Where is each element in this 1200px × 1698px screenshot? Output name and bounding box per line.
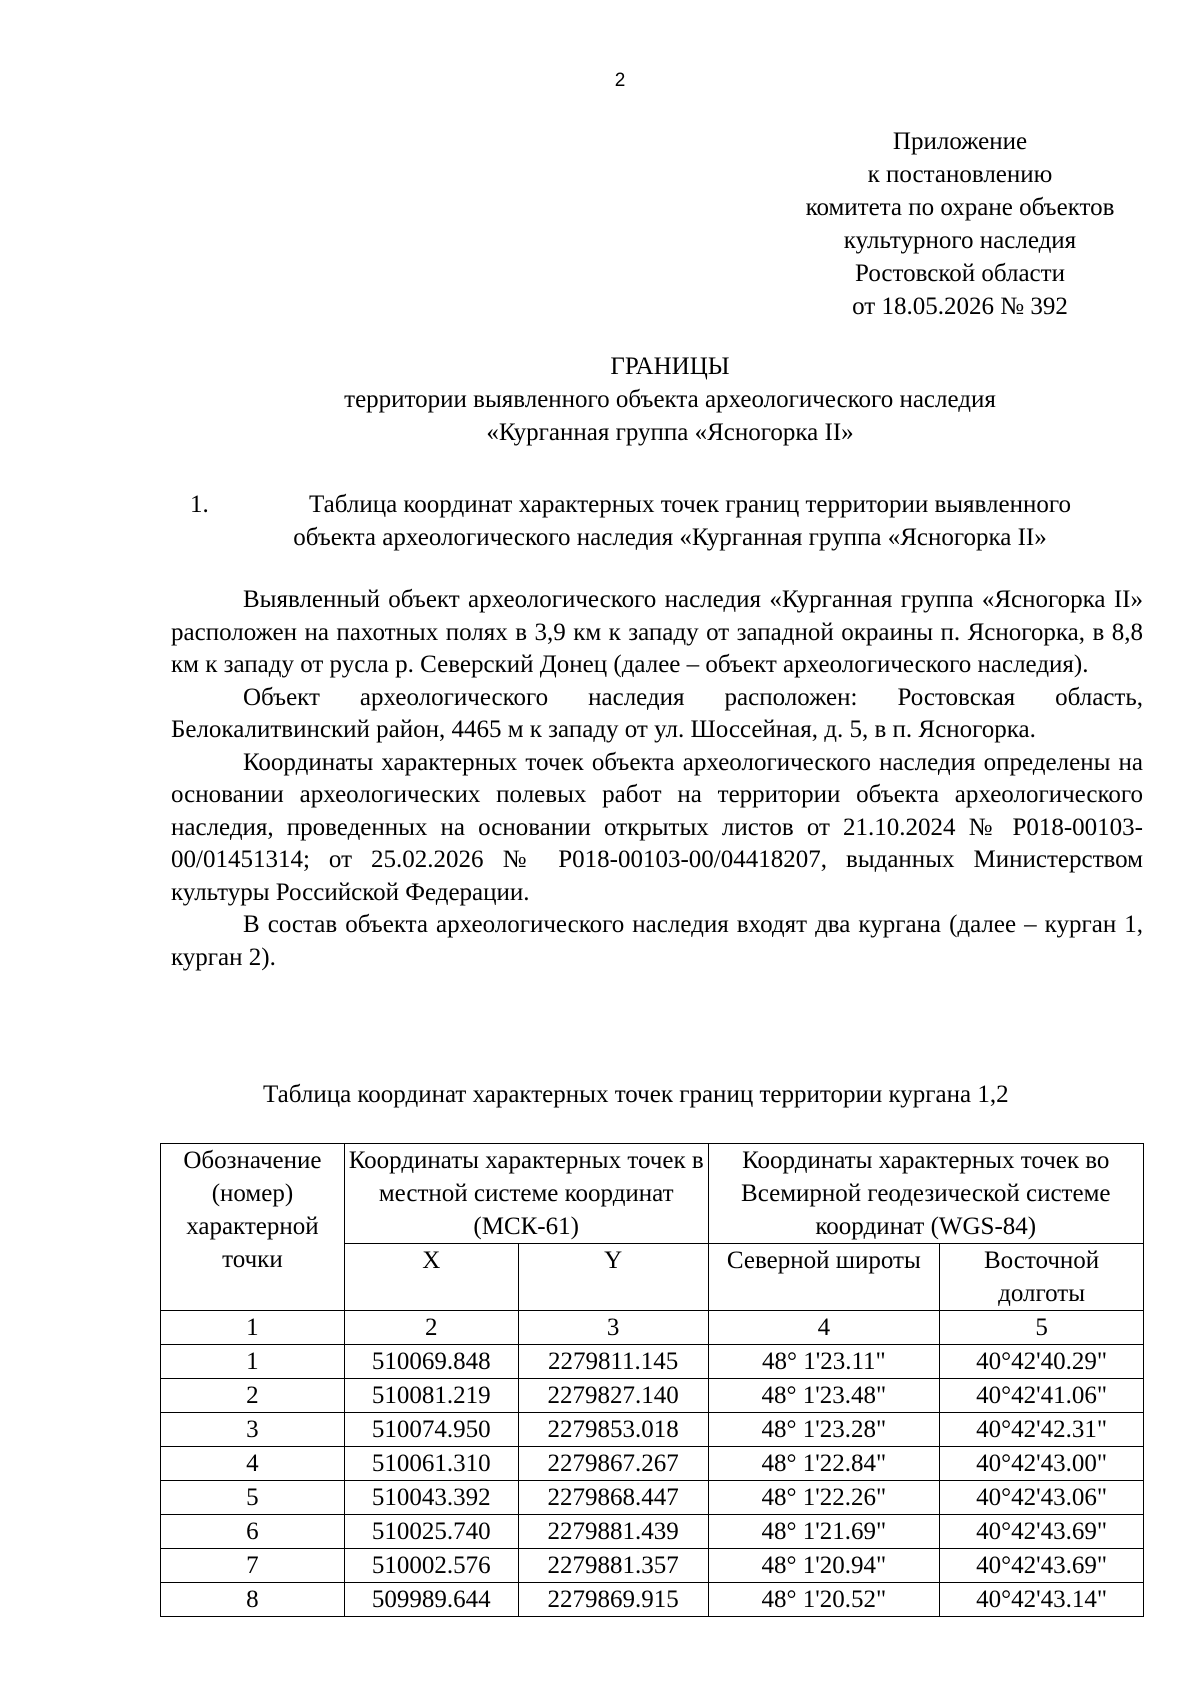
cell-longitude: 40°42'43.69": [940, 1549, 1144, 1583]
appendix-line: Ростовской области: [855, 260, 1065, 287]
cell-longitude: 40°42'43.06": [940, 1481, 1144, 1515]
cell-point: 7: [161, 1549, 345, 1583]
header-local-system: Координаты характерных точек в местной системе координат (МСК-61): [344, 1144, 708, 1244]
paragraph: Выявленный объект археологического наследия «Курганная группа «Ясногорка II» расположен на пахотных полях в 3,9 км к западу от западной окраины п. Ясногорка, в 8,8 км к западу от русла р. Северский Донец (далее – объект археологического наследия).: [171, 586, 1143, 678]
section-title-line: Таблица координат характерных точек границ территории выявленного: [309, 491, 1071, 518]
table-row: [161, 1515, 1144, 1549]
table-row: [161, 1379, 1144, 1413]
appendix-line: Приложение: [892, 128, 1028, 155]
table-row: [161, 1345, 1144, 1379]
title-line: территории выявленного объекта археологического наследия: [344, 386, 996, 413]
paragraph: Объект археологического наследия расположен: Ростовская область, Белокалитвинский район, 4465 м к западу от ул. Шоссейная, д. 5, в п. Ясногорка.: [171, 683, 1143, 743]
table-row: [161, 1481, 1144, 1515]
cell-y: 2279881.439: [518, 1515, 708, 1549]
paragraph: Координаты характерных точек объекта археологического наследия определены на основании археологических полевых работ на территории объекта археологического наследия, проведенных на основании открытых листов от 21.10.2024 № Р018-00103-00/01451314; от 25.02.2026 № Р018-00103-00/04418207, выданных Министерством культуры Российской Федерации.: [171, 748, 1143, 906]
table-row: [161, 1413, 1144, 1447]
cell-point: 2: [161, 1379, 345, 1413]
page-number: 2: [614, 70, 626, 91]
cell-y: 2279881.357: [518, 1549, 708, 1583]
cell-longitude: 40°42'40.29": [940, 1345, 1144, 1379]
cell-point: 1: [161, 1345, 345, 1379]
column-number-row: [161, 1311, 1144, 1345]
cell-longitude: 40°42'42.31": [940, 1413, 1144, 1447]
body-text: [171, 584, 1143, 974]
cell-point: 8: [161, 1583, 345, 1617]
header-latitude: Северной широты: [708, 1244, 940, 1311]
cell-latitude: 48° 1'23.11": [708, 1345, 940, 1379]
cell-x: 510074.950: [344, 1413, 518, 1447]
cell-x: 510025.740: [344, 1515, 518, 1549]
column-number: 5: [940, 1311, 1144, 1345]
cell-longitude: 40°42'43.14": [940, 1583, 1144, 1617]
appendix-line: культурного наследия: [843, 227, 1077, 254]
appendix-line: от 18.05.2026 № 392: [852, 293, 1068, 320]
cell-y: 2279868.447: [518, 1481, 708, 1515]
table-row: [161, 1549, 1144, 1583]
cell-x: 509989.644: [344, 1583, 518, 1617]
cell-longitude: 40°42'43.69": [940, 1515, 1144, 1549]
table-caption: Таблица координат характерных точек границ территории кургана 1,2: [263, 1081, 1009, 1108]
appendix-line: к постановлению: [867, 161, 1053, 188]
cell-y: 2279869.915: [518, 1583, 708, 1617]
title-heading: ГРАНИЦЫ: [610, 353, 730, 380]
cell-point: 3: [161, 1413, 345, 1447]
cell-latitude: 48° 1'20.52": [708, 1583, 940, 1617]
column-number: 3: [518, 1311, 708, 1345]
cell-y: 2279867.267: [518, 1447, 708, 1481]
header-x: X: [344, 1244, 518, 1311]
header-longitude: Восточной долготы: [940, 1244, 1144, 1311]
appendix-line: комитета по охране объектов: [805, 194, 1115, 221]
cell-latitude: 48° 1'21.69": [708, 1515, 940, 1549]
cell-x: 510002.576: [344, 1549, 518, 1583]
column-number: 2: [344, 1311, 518, 1345]
header-y: Y: [518, 1244, 708, 1311]
header-point: Обозначение (номер) характерной точки: [161, 1144, 345, 1311]
cell-latitude: 48° 1'22.26": [708, 1481, 940, 1515]
paragraph: В состав объекта археологического наследия входят два кургана (далее – курган 1, курган 2).: [171, 911, 1143, 971]
header-wgs-system: Координаты характерных точек во Всемирной геодезической системе координат (WGS-84): [708, 1144, 1143, 1244]
cell-longitude: 40°42'41.06": [940, 1379, 1144, 1413]
section-number: 1.: [190, 491, 209, 518]
column-number: 1: [161, 1311, 345, 1345]
section-title-line: объекта археологического наследия «Курганная группа «Ясногорка II»: [293, 524, 1047, 551]
title-line: «Курганная группа «Ясногорка II»: [486, 419, 854, 446]
appendix-header: [760, 125, 1160, 323]
cell-x: 510043.392: [344, 1481, 518, 1515]
cell-x: 510061.310: [344, 1447, 518, 1481]
cell-y: 2279853.018: [518, 1413, 708, 1447]
cell-y: 2279827.140: [518, 1379, 708, 1413]
column-number: 4: [708, 1311, 940, 1345]
cell-point: 4: [161, 1447, 345, 1481]
cell-y: 2279811.145: [518, 1345, 708, 1379]
cell-latitude: 48° 1'23.48": [708, 1379, 940, 1413]
table-row: [161, 1447, 1144, 1481]
cell-latitude: 48° 1'23.28": [708, 1413, 940, 1447]
table-body: [161, 1345, 1144, 1617]
coordinates-table: [160, 1143, 1144, 1617]
cell-x: 510081.219: [344, 1379, 518, 1413]
cell-point: 6: [161, 1515, 345, 1549]
section-heading: [170, 488, 1170, 554]
cell-latitude: 48° 1'20.94": [708, 1549, 940, 1583]
cell-latitude: 48° 1'22.84": [708, 1447, 940, 1481]
cell-longitude: 40°42'43.00": [940, 1447, 1144, 1481]
cell-x: 510069.848: [344, 1345, 518, 1379]
cell-point: 5: [161, 1481, 345, 1515]
table-row: [161, 1583, 1144, 1617]
document-title: [170, 350, 1170, 449]
